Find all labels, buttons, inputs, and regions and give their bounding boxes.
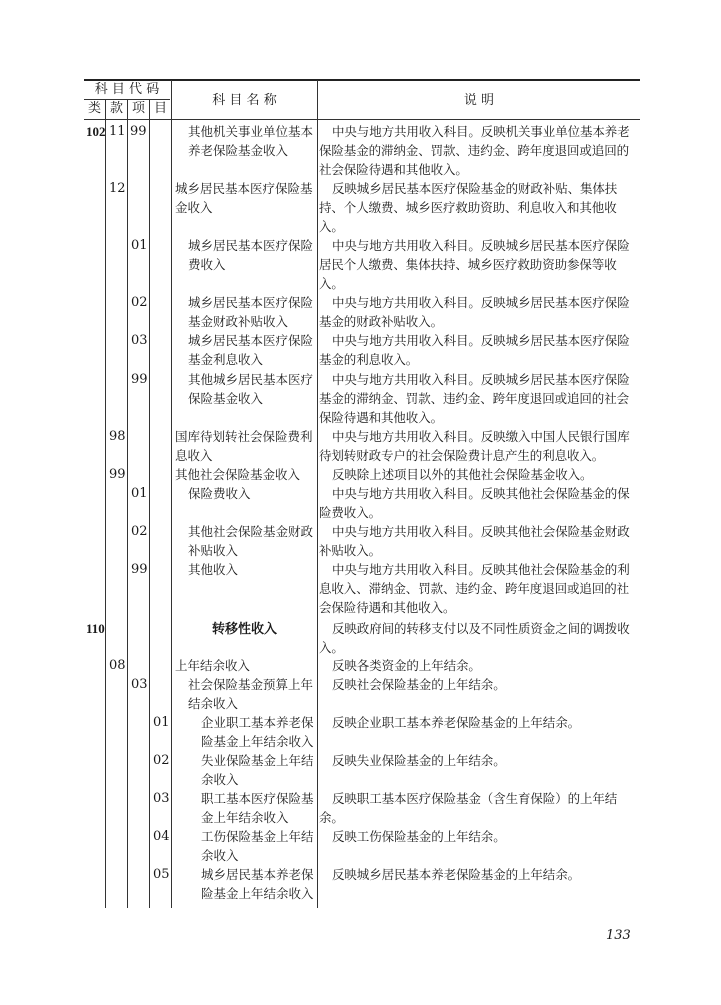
divider-xiang-mu xyxy=(149,99,150,908)
code-mu: 05 xyxy=(153,867,170,882)
code-xiang: 99 xyxy=(130,124,147,139)
subject-name: 城乡居民基本医疗保险基金财政补贴收入 xyxy=(188,295,314,329)
subject-description: 中央与地方共用收入科目。反映城乡居民基本医疗保险基金的财政补贴收入。 xyxy=(319,295,630,329)
subject-description: 反映企业职工基本养老保险基金的上年结余。 xyxy=(332,715,581,730)
subject-description: 反映城乡居民基本养老保险基金的上年结余。 xyxy=(332,867,581,882)
subject-description: 反映工伤保险基金的上年结余。 xyxy=(332,829,506,844)
code-lei: 102 xyxy=(86,124,106,139)
subject-name: 其他城乡居民基本医疗保险基金收入 xyxy=(188,372,314,406)
header-code-group: 科 目 代 码 xyxy=(94,82,160,97)
subject-name: 其他社会保险基金收入 xyxy=(175,467,301,482)
subject-description: 反映社会保险基金的上年结余。 xyxy=(332,677,506,692)
subject-name: 城乡居民基本医疗保险基金利息收入 xyxy=(188,333,314,367)
code-kuan: 12 xyxy=(109,181,126,196)
subject-description: 中央与地方共用收入科目。反映缴入中国人民银行国库待划转财政专户的社会保险费计息产生的利息收入。 xyxy=(319,429,630,463)
code-kuan: 11 xyxy=(109,124,126,139)
header-xiang: 项 xyxy=(131,101,145,116)
header-subject-name: 科 目 名 称 xyxy=(212,93,277,108)
code-xiang: 03 xyxy=(131,677,148,692)
divider-name-desc xyxy=(317,80,318,908)
code-xiang: 03 xyxy=(131,333,148,348)
subject-description: 反映失业保险基金的上年结余。 xyxy=(332,753,506,768)
code-xiang: 02 xyxy=(131,295,148,310)
subject-name: 其他社会保险基金财政补贴收入 xyxy=(188,524,314,558)
code-xiang: 99 xyxy=(131,372,148,387)
subject-description: 中央与地方共用收入科目。反映城乡居民基本医疗保险居民个人缴费、集体扶持、城乡医疗救助资助参保等收入。 xyxy=(319,238,630,291)
header-mu: 目 xyxy=(153,101,167,116)
subject-description: 反映除上述项目以外的其他社会保险基金收入。 xyxy=(332,467,593,482)
header-lei: 类 xyxy=(87,101,101,116)
subject-name: 其他机关事业单位基本养老保险基金收入 xyxy=(188,124,314,158)
code-xiang: 01 xyxy=(131,238,148,253)
code-kuan: 98 xyxy=(109,429,126,444)
page-number: 133 xyxy=(606,928,631,943)
subject-name: 国库待划转社会保险费利息收入 xyxy=(175,429,313,463)
subject-name: 城乡居民基本医疗保险费收入 xyxy=(188,238,314,272)
code-lei: 110 xyxy=(86,621,105,636)
subject-description: 中央与地方共用收入科目。反映机关事业单位基本养老保险基金的滞纳金、罚款、违约金、跨年度退回或追回的社会保险待遇和其他收入。 xyxy=(319,124,630,177)
subject-description: 中央与地方共用收入科目。反映其他社会保险基金的保险费收入。 xyxy=(319,486,630,520)
code-mu: 02 xyxy=(153,753,170,768)
subject-description: 反映各类资金的上年结余。 xyxy=(332,658,481,673)
subject-description: 中央与地方共用收入科目。反映城乡居民基本医疗保险基金的利息收入。 xyxy=(319,333,630,367)
subject-name: 社会保险基金预算上年结余收入 xyxy=(188,677,314,711)
subject-description: 反映职工基本医疗保险基金（含生育保险）的上年结余。 xyxy=(319,791,618,825)
divider-mu-name xyxy=(171,80,172,908)
header-kuan: 款 xyxy=(109,101,123,116)
subject-description: 反映政府间的转移支付以及不同性质资金之间的调拨收入。 xyxy=(319,621,630,655)
subject-name: 工伤保险基金上年结余收入 xyxy=(201,829,314,863)
code-mu: 01 xyxy=(153,715,170,730)
subject-name: 其他收入 xyxy=(188,562,239,577)
code-mu: 03 xyxy=(153,791,170,806)
code-kuan: 08 xyxy=(109,658,126,673)
divider-lei-kuan xyxy=(105,99,106,908)
subject-name: 企业职工基本养老保险基金上年结余收入 xyxy=(201,715,314,749)
header-description: 说 明 xyxy=(463,93,495,108)
subject-name: 职工基本医疗保险基金上年结余收入 xyxy=(201,791,314,825)
code-xiang: 02 xyxy=(131,524,148,539)
subject-description: 中央与地方共用收入科目。反映其他社会保险基金的利息收入、滞纳金、罚款、违约金、跨年度退回或追回的社会保险待遇和其他收入。 xyxy=(319,562,630,615)
code-xiang: 01 xyxy=(131,486,148,501)
code-xiang: 99 xyxy=(131,562,148,577)
subject-name: 转移性收入 xyxy=(212,621,278,636)
subject-description: 中央与地方共用收入科目。反映其他社会保险基金财政补贴收入。 xyxy=(319,524,630,558)
subject-description: 反映城乡居民基本医疗保险基金的财政补贴、集体扶持、个人缴费、城乡医疗救助资助、利息收入和其他收入。 xyxy=(319,181,618,234)
header-bottom-rule xyxy=(84,119,640,120)
subject-name: 失业保险基金上年结余收入 xyxy=(201,753,314,787)
subject-name: 保险费收入 xyxy=(188,486,251,501)
divider-kuan-xiang xyxy=(127,99,128,908)
subject-name: 城乡居民基本养老保险基金上年结余收入 xyxy=(201,867,314,901)
subject-name: 上年结余收入 xyxy=(175,658,251,673)
code-kuan: 99 xyxy=(109,467,126,482)
subject-description: 中央与地方共用收入科目。反映城乡居民基本医疗保险基金的滞纳金、罚款、违约金、跨年度退回或追回的社会保险待遇和其他收入。 xyxy=(319,372,630,425)
code-mu: 04 xyxy=(153,829,170,844)
subject-name: 城乡居民基本医疗保险基金收入 xyxy=(175,181,313,215)
